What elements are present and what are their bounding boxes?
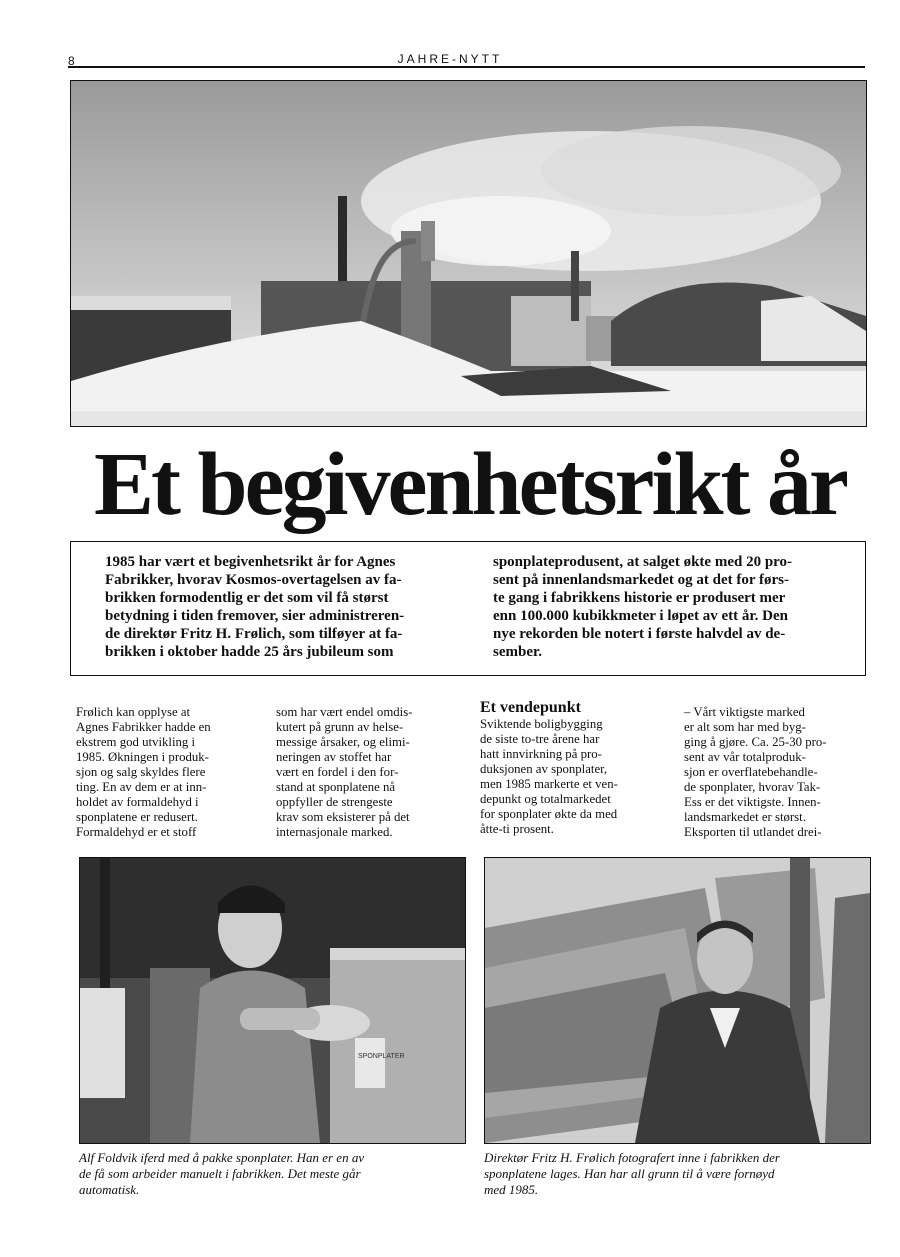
photo-sign-text: SPONPLATER — [358, 1053, 405, 1060]
director-photo-drawing — [485, 858, 870, 1143]
caption-right: Direktør Fritz H. Frølich fotografert inne i fabrikken der sponplatene lages. Han har all grunn til å være fornøyd med 1985. — [484, 1150, 780, 1197]
body-column-2: som har vært endel omdis- kutert på grunn av helse- messige årsaker, og elimi- neringen av stoffet har vært en fordel i den for- stand at sponplatene nå oppfyller de strengeste krav som eksisterer på det internasjonale marked. — [276, 705, 413, 839]
lead-text-right: sponplateprodusent, at salget økte med 20 pro- sent på innenlandsmarkedet og at det for førs- te gang i fabrikkens historie er produsert mer enn 100.000 kubikkmeter i løpet av ett år. Den nye rekorden ble notert i første halvdel av de- sember. — [493, 554, 793, 660]
section-heading: Et vendepunkt — [480, 699, 581, 716]
body-column-3-text: Sviktende boligbygging de siste to-tre årene har hatt innvirkning på pro- duksjonen av sponplater, men 1985 markerte et ven- depunkt og totalmarkedet for sponplater økte da med åtte-ti prosent. — [480, 717, 618, 836]
director-photo — [484, 857, 871, 1144]
body-column-1: Frølich kan opplyse at Agnes Fabrikker hadde en ekstrem god utvikling i 1985. Økningen i produk- sjon og salg skyldes flere ting. En av dem er at inn- holdet av formaldehyd i sponplatene er redusert. Formaldehyd er et stoff — [76, 705, 211, 839]
running-title: JAHRE-NYTT — [397, 52, 503, 66]
headline: Et begivenhetsrikt år — [94, 435, 846, 534]
header-rule — [68, 66, 865, 68]
factory-photo — [70, 80, 867, 427]
caption-left: Alf Foldvik iferd med å pakke sponplater. Han er en av de få som arbeider manuelt i fabrikken. Det meste går automatisk. — [79, 1150, 365, 1197]
body-column-4: – Vårt viktigste marked er alt som har med byg- ging å gjøre. Ca. 25-30 pro- sent av vår totalproduk- sjon er overflatebehandle- de sponplater, hvorav Tak- Ess er det viktigste. Innen- landsmarkedet er størst. Eksporten til utlandet drei- — [684, 705, 827, 839]
worker-photo — [79, 857, 466, 1144]
worker-photo-drawing — [80, 858, 465, 1143]
page-number: 8 — [68, 54, 75, 68]
factory-photo-drawing — [71, 81, 866, 426]
body-column-3 — [480, 699, 666, 837]
lead-text-left: 1985 har vært et begivenhetsrikt år for Agnes Fabrikker, hvorav Kosmos-overtagelsen av fa- brikken formodentlig er det som vil få størst betydning i tiden fremover, sier administreren- de direktør Fritz H. Frølich, som tilføyer at fa- brikken i oktober hadde 25 års jubileum som — [105, 554, 405, 660]
